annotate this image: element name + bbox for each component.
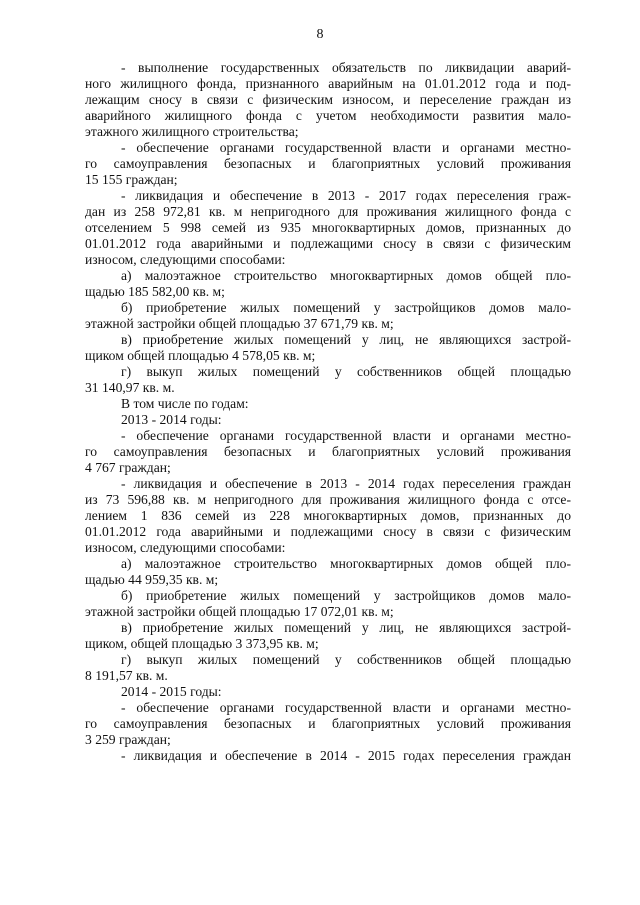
text-line: в) приобретение жилых помещений у лиц, не являющихся застрой-	[121, 332, 571, 347]
text-line: этажной застройки общей площадью 17 072,01 кв. м;	[85, 604, 394, 619]
text-line: аварийного жилищного фонда с учетом необходимости развития мало-	[85, 108, 571, 123]
text-line: го самоуправления безопасных и благоприятных условий проживания	[85, 444, 571, 459]
text-line: щиком общей площадью 4 578,05 кв. м;	[85, 348, 316, 363]
text-line: го самоуправления безопасных и благоприятных условий проживания	[85, 156, 571, 171]
text-line: 15 155 граждан;	[85, 172, 178, 187]
text-line: 31 140,97 кв. м.	[85, 380, 175, 395]
text-line: из 73 596,88 кв. м непригодного для проживания жилищного фонда с отсе-	[85, 492, 571, 507]
text-line: износом, следующими способами:	[85, 540, 286, 555]
text-line: 3 259 граждан;	[85, 732, 171, 747]
text-line: - ликвидация и обеспечение в 2013 - 2014 годах переселения граждан	[121, 476, 571, 491]
text-line: - ликвидация и обеспечение в 2013 - 2017 годах переселения граж-	[121, 188, 571, 203]
text-line: - обеспечение органами государственной власти и органами местно-	[121, 428, 571, 443]
text-line: го самоуправления безопасных и благоприятных условий проживания	[85, 716, 571, 731]
text-line: лежащим сносу в связи с физическим износом, и переселение граждан из	[85, 92, 571, 107]
text-line: 2013 - 2014 годы:	[121, 412, 222, 427]
text-line: б) приобретение жилых помещений у застройщиков домов мало-	[121, 300, 571, 315]
text-line: лением 1 836 семей из 228 многоквартирных домов, признанных до	[85, 508, 571, 523]
document-body	[85, 60, 571, 764]
text-line: б) приобретение жилых помещений у застройщиков домов мало-	[121, 588, 571, 603]
text-line: отселением 5 998 семей из 935 многоквартирных домов, признанных до	[85, 220, 571, 235]
text-line: этажной застройки общей площадью 37 671,79 кв. м;	[85, 316, 394, 331]
text-line: г) выкуп жилых помещений у собственников общей площадью	[121, 364, 571, 379]
text-line: в) приобретение жилых помещений у лиц, не являющихся застрой-	[121, 620, 571, 635]
text-line: щадью 185 582,00 кв. м;	[85, 284, 225, 299]
text-line: В том числе по годам:	[121, 396, 249, 411]
text-line: а) малоэтажное строительство многоквартирных домов общей пло-	[121, 268, 571, 283]
text-line: 2014 - 2015 годы:	[121, 684, 222, 699]
text-line: - ликвидация и обеспечение в 2014 - 2015 годах переселения граждан	[121, 748, 571, 763]
text-line: щадью 44 959,35 кв. м;	[85, 572, 219, 587]
text-line: - выполнение государственных обязательств по ликвидации аварий-	[121, 60, 571, 75]
text-line: щиком, общей площадью 3 373,95 кв. м;	[85, 636, 319, 651]
text-line: этажного жилищного строительства;	[85, 124, 299, 139]
text-line: 01.01.2012 года аварийными и подлежащими сносу в связи с физическим	[85, 236, 571, 251]
text-line: а) малоэтажное строительство многоквартирных домов общей пло-	[121, 556, 571, 571]
text-line: - обеспечение органами государственной власти и органами местно-	[121, 140, 571, 155]
text-line: ного жилищного фонда, признанного аварийным на 01.01.2012 года и под-	[85, 76, 571, 91]
text-line: 4 767 граждан;	[85, 460, 171, 475]
text-line: г) выкуп жилых помещений у собственников общей площадью	[121, 652, 571, 667]
text-line: 01.01.2012 года аварийными и подлежащими сносу в связи с физическим	[85, 524, 571, 539]
text-line: 8 191,57 кв. м.	[85, 668, 168, 683]
text-line: износом, следующими способами:	[85, 252, 286, 267]
page-number: 8	[316, 27, 324, 42]
text-line: дан из 258 972,81 кв. м непригодного для проживания жилищного фонда с	[85, 204, 571, 219]
text-line: - обеспечение органами государственной власти и органами местно-	[121, 700, 571, 715]
